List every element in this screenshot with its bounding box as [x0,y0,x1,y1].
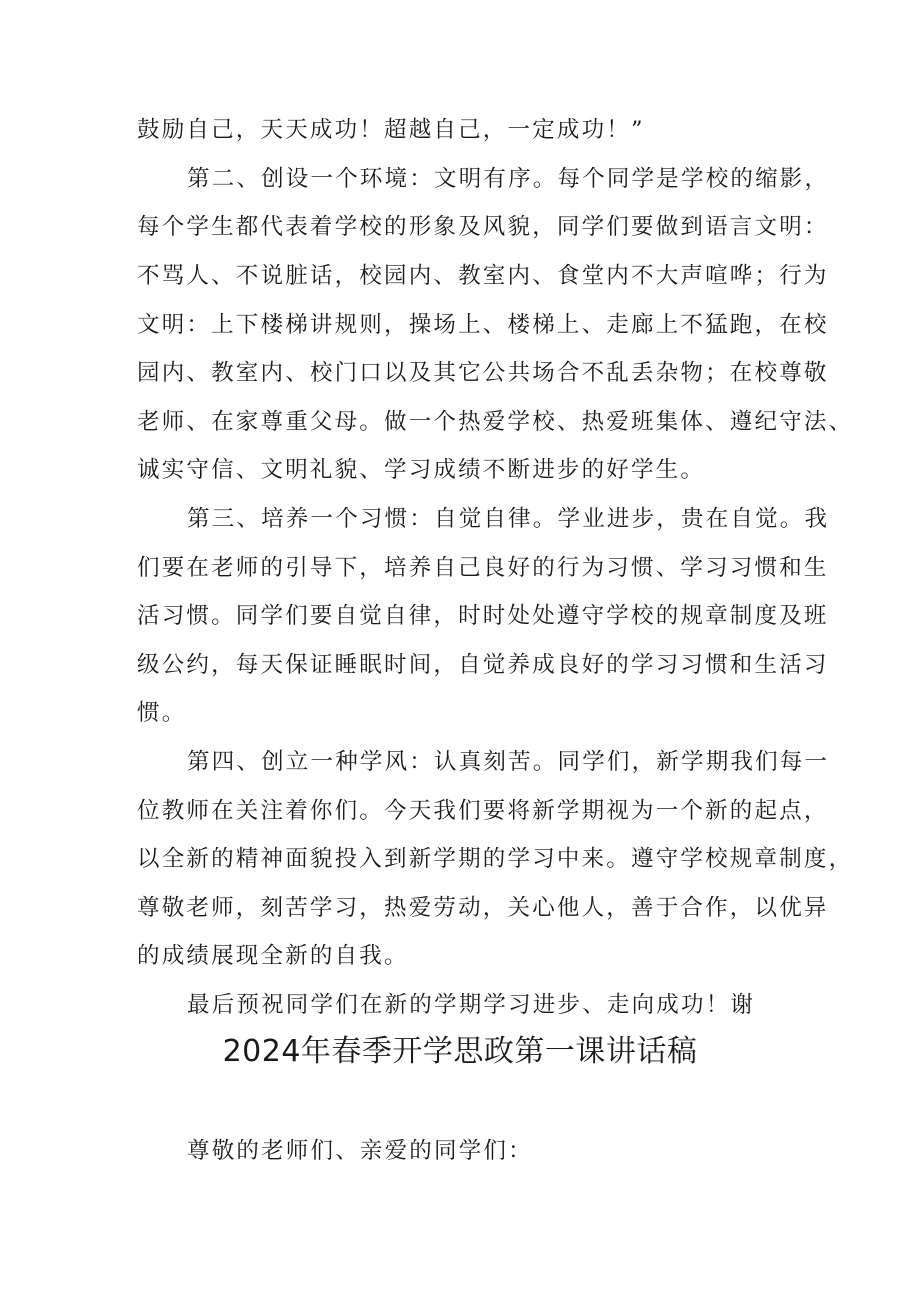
text-line: 诚实守信、文明礼貌、学习成绩不断进步的好学生。 [137,457,706,483]
text-line: 活习惯。同学们要自觉自律，时时处处遵守学校的规章制度及班 [137,603,829,629]
text-line: 文明：上下楼梯讲规则，操场上、楼梯上、走廊上不猛跑，在校 [137,312,829,338]
document-title: 2024年春季开学思政第一课讲话稿 [222,1034,698,1069]
paragraph-start: 第二、创设一个环境：文明有序。每个同学是学校的缩影， [187,166,830,192]
text-line: 惯。 [137,700,187,726]
text-line: 不骂人、不说脏话，校园内、教室内、食堂内不大声喧哗；行为 [137,263,829,289]
text-line: 鼓励自己，天天成功！超越自己，一定成功！” [137,117,645,143]
text-line: 每个学生都代表着学校的形象及风貌，同学们要做到语言文明： [137,214,829,240]
paragraph-start: 第三、培养一个习惯：自觉自律。学业进步，贵在自觉。我 [187,506,830,532]
text-line: 级公约，每天保证睡眠时间，自觉养成良好的学习习惯和生活习 [137,652,829,678]
greeting: 尊敬的老师们、亲爱的同学们： [187,1138,533,1164]
text-line: 们要在老师的引导下，培养自己良好的行为习惯、学习习惯和生 [137,555,829,581]
paragraph-start: 最后预祝同学们在新的学期学习进步、走向成功！谢 [187,992,756,1018]
text-line: 园内、教室内、校门口以及其它公共场合不乱丢杂物；在校尊敬 [137,360,829,386]
text-line: 以全新的精神面貌投入到新学期的学习中来。遵守学校规章制度， [137,846,854,872]
paragraph-start: 第四、创立一种学风：认真刻苦。同学们，新学期我们每一 [187,749,830,775]
text-line: 老师、在家尊重父母。做一个热爱学校、热爱班集体、遵纪守法、 [137,409,854,435]
text-line: 的成绩展现全新的自我。 [137,943,409,969]
text-line: 尊敬老师，刻苦学习，热爱劳动，关心他人，善于合作，以优异 [137,895,829,921]
text-line: 位教师在关注着你们。今天我们要将新学期视为一个新的起点， [137,798,829,824]
